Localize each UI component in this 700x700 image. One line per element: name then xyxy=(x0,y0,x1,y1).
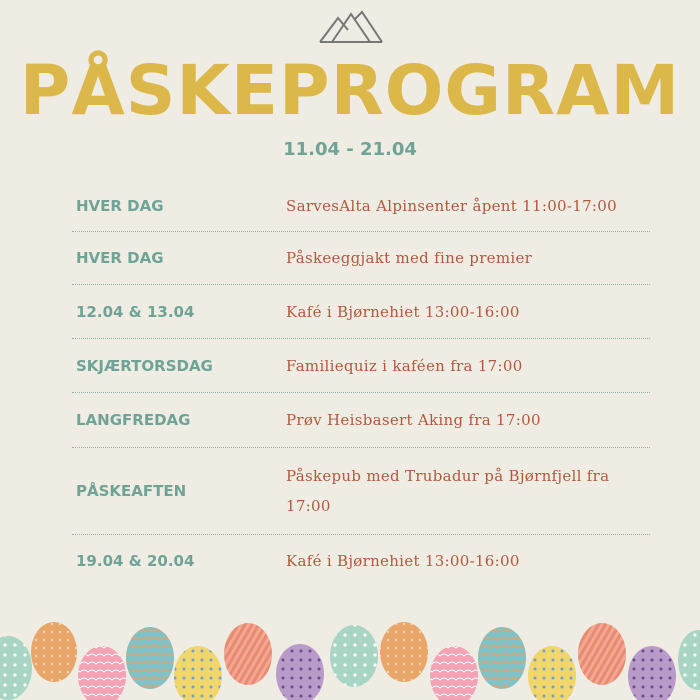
schedule-row xyxy=(72,180,650,232)
schedule-row xyxy=(72,339,650,393)
mountain-logo-icon xyxy=(318,8,384,46)
schedule-what: Prøv Heisbasert Aking fra 17:00 xyxy=(286,411,541,429)
date-range: 11.04 - 21.04 xyxy=(283,139,417,160)
schedule-when: PÅSKEAFTEN xyxy=(76,482,187,500)
schedule-row xyxy=(72,232,650,285)
schedule-when: HVER DAG xyxy=(76,249,164,267)
schedule-row xyxy=(72,285,650,339)
schedule-row xyxy=(72,448,650,535)
schedule-list xyxy=(72,180,650,587)
schedule-when: SKJÆRTORSDAG xyxy=(76,356,213,375)
schedule-what: SarvesAlta Alpinsenter åpent 11:00-17:00 xyxy=(286,196,617,215)
schedule-when: LANGFREDAG xyxy=(76,411,191,429)
schedule-when: 19.04 & 20.04 xyxy=(76,552,195,570)
schedule-what: Påskeeggjakt med fine premier xyxy=(286,249,533,267)
egg-icon xyxy=(0,622,700,700)
schedule-when: 12.04 & 13.04 xyxy=(76,302,195,321)
schedule-what: Kafé i Bjørnehiet 13:00-16:00 xyxy=(286,552,520,570)
page-title: PÅSKEPROGRAM xyxy=(19,51,681,131)
schedule-row xyxy=(72,535,650,587)
schedule-what: Påskepub med Trubadur på Bjørnfjell fra 17:00 xyxy=(286,467,610,515)
schedule-when: HVER DAG xyxy=(76,196,164,215)
schedule-what: Kafé i Bjørnehiet 13:00-16:00 xyxy=(286,302,520,321)
schedule-what: Familiequiz i kaféen fra 17:00 xyxy=(286,356,523,375)
easter-eggs-border xyxy=(0,620,700,700)
schedule-row xyxy=(72,393,650,448)
